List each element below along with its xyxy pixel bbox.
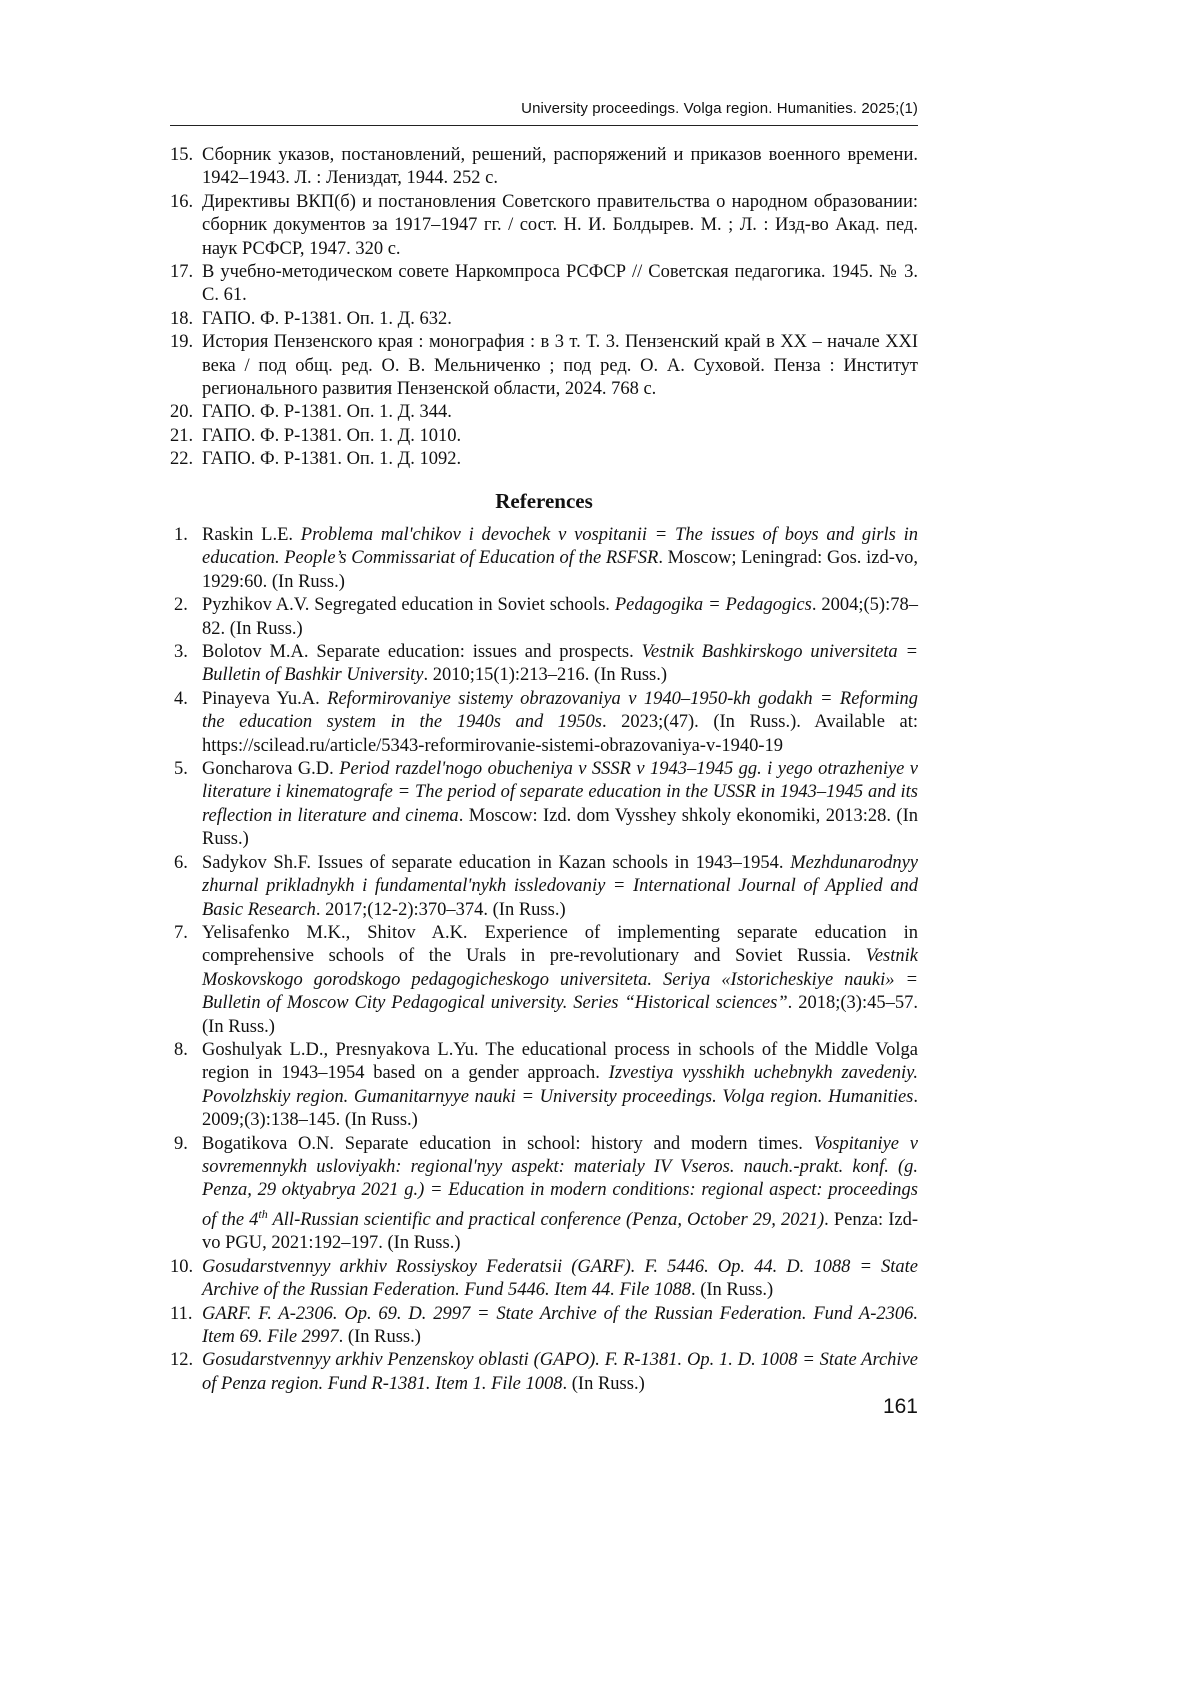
reference-number: 17. xyxy=(170,262,194,283)
reference-number: 21. xyxy=(170,425,194,446)
reference-item-20 xyxy=(170,401,918,424)
reference-item-22 xyxy=(170,448,918,471)
reference-text: Gosudarstvennyy arkhiv Penzenskoy oblasti (GAPO). F. R-1381. Op. 1. D. 1008 = State Archive of Penza region. Fund R-1381. Item 1. File 1008. (In Russ.) xyxy=(202,1350,918,1394)
reference-item-7 xyxy=(170,922,918,1039)
reference-item-3 xyxy=(170,641,918,688)
references-heading: References xyxy=(495,489,593,513)
reference-number: 6. xyxy=(174,852,188,873)
reference-number: 11. xyxy=(170,1303,193,1324)
reference-text: Bogatikova O.N. Separate education in school: history and modern times. Vospitaniye v sovremennykh usloviyakh: regional'nyy aspekt: materialy IV Vseros. nauch.-prakt. konf. (g. Penza, 29 oktyabrya 2021 g.) = Education in modern conditions: regional aspect: proceedings of the 4th All-Russian scientific and practical conference (Penza, October 29, 2021). Penza: Izd-vo PGU, 2021:192–197. (In Russ.) xyxy=(202,1133,918,1254)
header-divider xyxy=(170,125,918,126)
reference-number: 3. xyxy=(174,642,188,663)
reference-number: 19. xyxy=(170,332,194,353)
reference-item-21 xyxy=(170,425,918,448)
reference-item-17 xyxy=(170,261,918,308)
reference-text: Gosudarstvennyy arkhiv Rossiyskoy Federatsii (GARF). F. 5446. Op. 44. D. 1088 = State Archive of the Russian Federation. Fund 5446. Item 44. File 1088. (In Russ.) xyxy=(202,1256,918,1301)
reference-number: 20. xyxy=(170,402,194,423)
reference-text: Bolotov M.A. Separate education: issues and prospects. Vestnik Bashkirskogo universiteta = Bulletin of Bashkir University. 2010;15(1):213–216. (In Russ.) xyxy=(202,642,918,686)
reference-item-19 xyxy=(170,331,918,401)
reference-item-11 xyxy=(170,1303,918,1350)
reference-number: 16. xyxy=(170,191,194,212)
reference-text: Сборник указов, постановлений, решений, распоряжений и приказов военного времени. 1942–1943. Л. : Лениздат, 1944. 252 с. xyxy=(202,145,918,189)
reference-number: 10. xyxy=(170,1256,194,1277)
reference-item-5 xyxy=(170,758,918,852)
reference-number: 4. xyxy=(174,688,188,709)
reference-item-2 xyxy=(170,594,918,641)
reference-item-4 xyxy=(170,688,918,758)
page-number: 161 xyxy=(882,1395,918,1418)
reference-number: 7. xyxy=(174,922,188,943)
reference-item-18 xyxy=(170,308,918,331)
reference-text: Goncharova G.D. Period razdel'nogo obucheniya v SSSR v 1943–1945 gg. i yego otrazheniye v literature i kinematografe = The period of separate education in the USSR in 1943–1945 and its reflection in literature and cinema. Moscow: Izd. dom Vysshey shkoly ekonomiki, 2013:28. (In Russ.) xyxy=(202,759,919,850)
reference-text: Yelisafenko M.K., Shitov A.K. Experience of implementing separate education in comprehensive schools of the Urals in pre-revolutionary and Soviet Russia. Vestnik Moskovskogo gorodskogo pedagogicheskogo universiteta. Seriya «Istoricheskiye nauki» = Bulletin of Moscow City Pedagogical university. Series “Historical sciences”. 2018;(3):45–57. (In Russ.) xyxy=(202,922,918,1037)
reference-text: ГАПО. Ф. Р-1381. Оп. 1. Д. 344. xyxy=(202,402,452,423)
reference-number: 5. xyxy=(174,759,188,780)
reference-text: Raskin L.E. Problema mal'chikov i devochek v vospitanii = The issues of boys and girls in education. People’s Commissariat of Education of the RSFSR. Moscow; Leningrad: Gos. izd-vo, 1929:60. (In Russ.) xyxy=(202,525,919,592)
reference-text: Sadykov Sh.F. Issues of separate education in Kazan schools in 1943–1954. Mezhdunarodnyy zhurnal prikladnykh i fundamental'nykh issledovaniy = International Journal of Applied and Basic Research. 2017;(12-2):370–374. (In Russ.) xyxy=(202,852,918,920)
reference-text: Директивы ВКП(б) и постановления Советского правительства о народном образовании: сборник документов за 1917–1947 гг. / сост. Н. И. Болдырев. М. ; Л. : Изд-во Акад. пед. наук РСФСР, 1947. 320 с. xyxy=(202,191,918,259)
reference-item-12 xyxy=(170,1349,918,1396)
reference-text: ГАПО. Ф. Р-1381. Оп. 1. Д. 1092. xyxy=(202,449,462,470)
reference-number: 18. xyxy=(170,308,194,329)
reference-text: ГАПО. Ф. Р-1381. Оп. 1. Д. 1010. xyxy=(202,425,462,446)
reference-number: 12. xyxy=(170,1350,194,1371)
reference-number: 8. xyxy=(174,1039,188,1060)
reference-item-6 xyxy=(170,852,918,922)
english-reference-list xyxy=(170,524,918,1396)
reference-item-10 xyxy=(170,1256,918,1303)
reference-text: В учебно-методическом совете Наркомпроса РСФСР // Советская педагогика. 1945. № 3. С. 61. xyxy=(202,262,918,306)
reference-number: 22. xyxy=(170,449,194,470)
reference-text: GARF. F. A-2306. Op. 69. D. 2997 = State Archive of the Russian Federation. Fund A-2306. Item 69. File 2997. (In Russ.) xyxy=(202,1303,918,1347)
reference-number: 1. xyxy=(174,525,188,545)
reference-item-9 xyxy=(170,1133,918,1256)
reference-number: 9. xyxy=(174,1133,188,1154)
russian-reference-list xyxy=(170,144,918,472)
reference-text: Pinayeva Yu.A. Reformirovaniye sistemy obrazovaniya v 1940–1950-kh godakh = Reforming the education system in the 1940s and 1950s. 2023;(47). (In Russ.). Available at: https://scilead.ru/article/5343-reformirovanie-sistemi-obrazovaniya-v-1940-19 xyxy=(202,688,919,756)
reference-item-8 xyxy=(170,1039,918,1133)
reference-number: 2. xyxy=(174,595,188,616)
reference-item-1 xyxy=(170,524,918,594)
reference-text: Goshulyak L.D., Presnyakova L.Yu. The educational process in schools of the Middle Volga region in 1943–1954 based on a gender approach. Izvestiya vysshikh uchebnykh zavedeniy. Povolzhskiy region. Gumanitarnyye nauki = University proceedings. Volga region. Humanities. 2009;(3):138–145. (In Russ.) xyxy=(202,1039,918,1131)
reference-item-16 xyxy=(170,191,918,261)
reference-number: 15. xyxy=(170,145,194,165)
reference-text: История Пензенского края : монография : в 3 т. Т. 3. Пензенский край в XX – начале XXI века / под общ. ред. О. В. Мельниченко ; под ред. О. А. Суховой. Пенза : Институт регионального развития Пензенской области, 2024. 768 с. xyxy=(202,332,918,400)
running-header: University proceedings. Volga region. Humanities. 2025;(1) xyxy=(521,100,918,117)
reference-text: Pyzhikov A.V. Segregated education in Soviet schools. Pedagogika = Pedagogics. 2004;(5):78–82. (In Russ.) xyxy=(202,595,918,639)
reference-item-15 xyxy=(170,144,918,191)
reference-text: ГАПО. Ф. Р-1381. Оп. 1. Д. 632. xyxy=(202,308,452,329)
